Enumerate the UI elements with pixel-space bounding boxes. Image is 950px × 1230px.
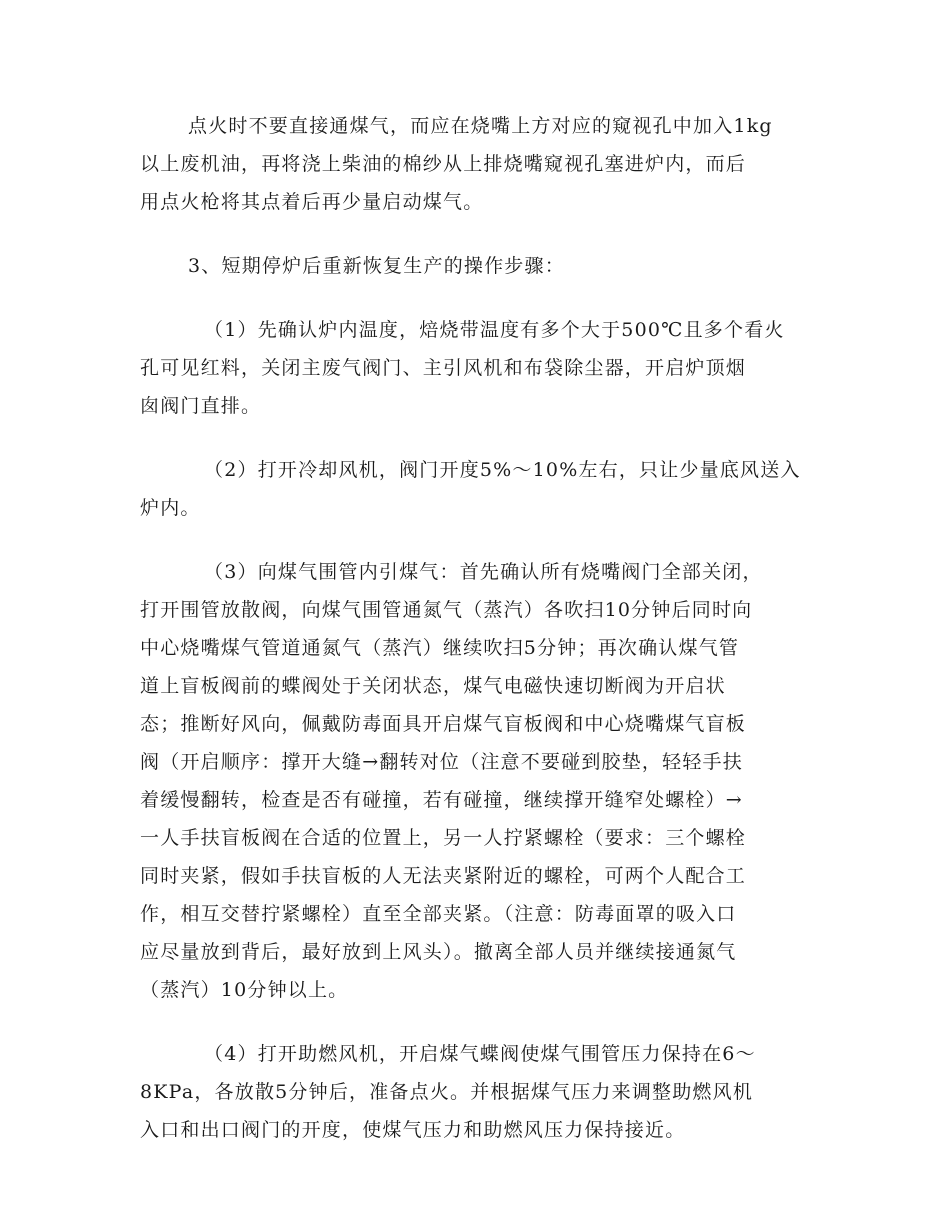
text-line: （2）打开冷却风机，阀门开度5%～10%左右，只让少量底风送入 — [204, 459, 801, 481]
text-line: （3）向煤气围管内引煤气：首先确认所有烧嘴阀门全部关闭， — [204, 561, 763, 583]
text-line: 应尽量放到背后，最好放到上风头）。撤离全部人员并继续接通氮气 — [140, 941, 737, 963]
text-line: 态；推断好风向，佩戴防毒面具开启煤气盲板阀和中心烧嘴煤气盲板 — [140, 713, 747, 735]
text-line: （4）打开助燃风机，开启煤气蝶阀使煤气围管压力保持在6～ — [204, 1043, 756, 1065]
document-body — [140, 107, 810, 1149]
text-line: 阀（开启顺序：撑开大缝→翻转对位（注意不要碰到胶垫，轻轻手扶 — [140, 751, 743, 773]
text-line: 用点火枪将其点着后再少量启动煤气。 — [140, 191, 484, 213]
text-line: 囱阀门直排。 — [140, 395, 262, 417]
section-heading: 3、短期停炉后重新恢复生产的操作步骤： — [188, 255, 565, 277]
text-line: 以上废机油，再将浇上柴油的棉纱从上排烧嘴窥视孔塞进炉内，而后 — [140, 153, 747, 175]
text-line: 入口和出口阀门的开度，使煤气压力和助燃风压力保持接近。 — [140, 1119, 686, 1141]
text-line: 8KPa，各放散5分钟后，准备点火。并根据煤气压力来调整助燃风机 — [140, 1081, 754, 1103]
text-line: （蒸汽）10分钟以上。 — [140, 979, 349, 1001]
text-line: 道上盲板阀前的蝶阀处于关闭状态，煤气电磁快速切断阀为开启状 — [140, 675, 726, 697]
text-line: 打开围管放散阀，向煤气围管通氮气（蒸汽）各吹扫10分钟后同时向 — [140, 599, 753, 621]
text-line: 作，相互交替拧紧螺栓）直至全部夹紧。（注意：防毒面罩的吸入口 — [140, 903, 737, 925]
text-line: 点火时不要直接通煤气，而应在烧嘴上方对应的窥视孔中加入1kg — [188, 115, 773, 137]
text-line: 炉内。 — [140, 497, 201, 519]
text-line: 中心烧嘴煤气管道通氮气（蒸汽）继续吹扫5分钟；再次确认煤气管 — [140, 637, 740, 659]
text-line: 一人手扶盲板阀在合适的位置上，另一人拧紧螺栓（要求：三个螺栓 — [140, 827, 747, 849]
text-line: （1）先确认炉内温度，焙烧带温度有多个大于500℃且多个看火 — [204, 319, 785, 341]
text-line: 同时夹紧，假如手扶盲板的人无法夹紧附近的螺栓，可两个人配合工 — [140, 865, 747, 887]
text-line: 孔可见红料，关闭主废气阀门、主引风机和布袋除尘器，开启炉顶烟 — [140, 357, 747, 379]
text-line: 着缓慢翻转，检查是否有碰撞，若有碰撞，继续撑开缝窄处螺栓）→ — [140, 789, 743, 811]
